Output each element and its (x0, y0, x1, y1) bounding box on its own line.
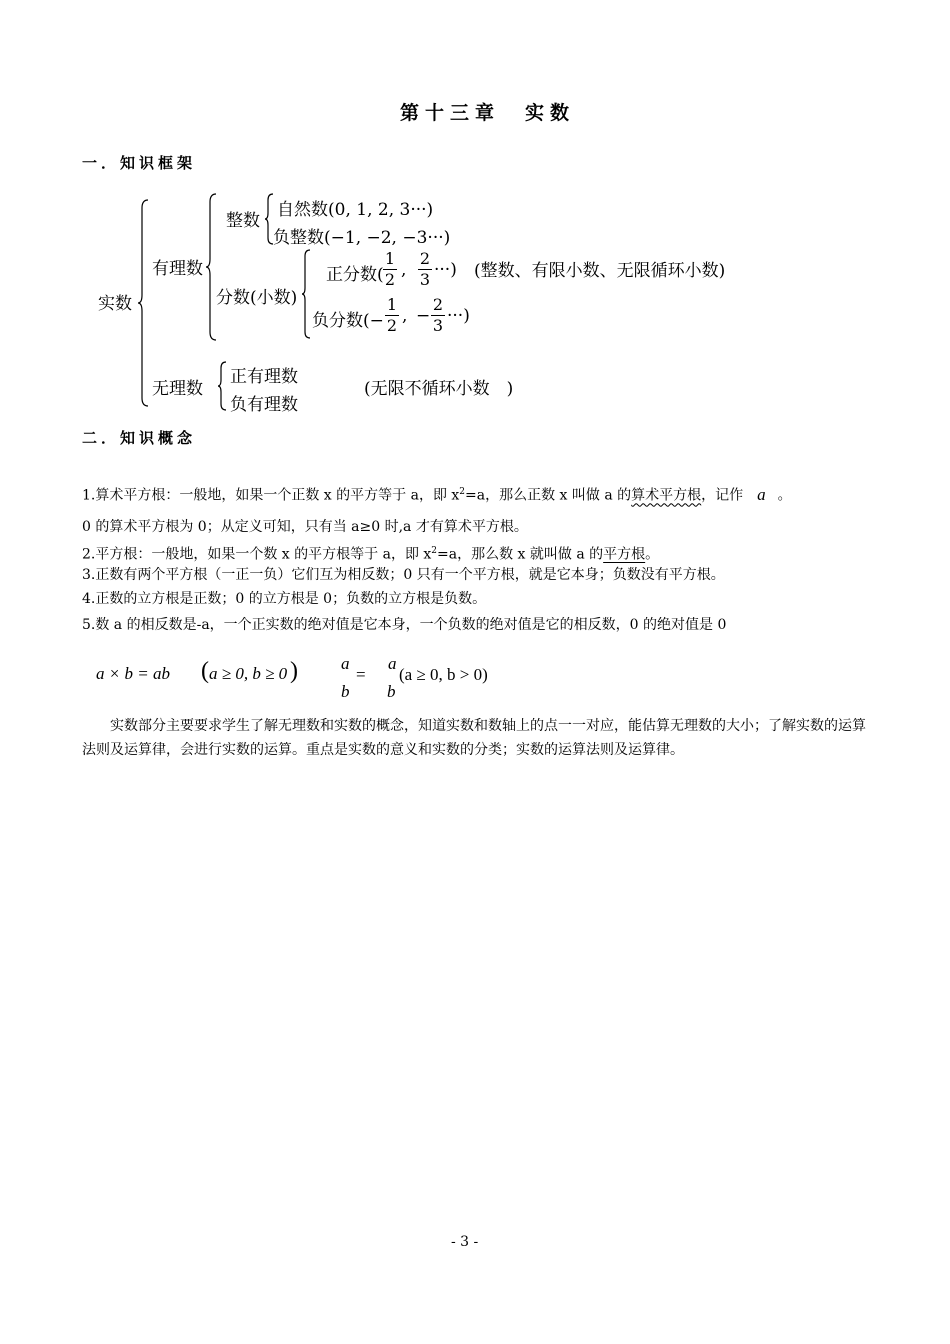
tree-fraction: 分数(小数) (216, 288, 298, 308)
tree-irrational-note: (无限不循环小数 ) (364, 379, 514, 399)
formula-quotient-rnum: a (388, 654, 397, 673)
concept-3: 3.正数有两个平方根（一正一负）它们互为相反数；0 只有一个平方根，就是它本身；负数没有平方根。 (82, 567, 725, 583)
formula-product-condition: a ≥ 0, b ≥ 0 (209, 664, 288, 683)
fraction-numerator: 2 (432, 295, 444, 314)
formula-quotient-den: b (341, 682, 350, 701)
concept-4: 4.正数的立方根是正数；0 的立方根是 0；负数的立方根是负数。 (82, 591, 487, 607)
formula-paren-open: ( (201, 658, 209, 684)
tree-natural: 自然数(0, 1, 2, 3···) (277, 200, 434, 220)
tree-minus: − (416, 306, 431, 326)
formula-quotient-rden: b (387, 682, 396, 701)
term-arithmetic-square-root: 算术平方根 (631, 487, 702, 504)
superscript: 2 (459, 487, 466, 497)
sqrt-variable: a (757, 484, 766, 504)
tree-integer: 整数 (226, 211, 260, 231)
tree-pos-irrational: 正有理数 (230, 367, 298, 387)
brace-real (138, 200, 150, 406)
term-square-root: 平方根 (603, 546, 646, 563)
summary-paragraph: 实数部分主要要求学生了解无理数和实数的概念，知道实数和数轴上的点一一对应，能估算无理数的大小；了解实数的运算法则及运算律，会进行实数的运算。重点是实数的意义和实数的分类；实数的运算法则及运算律。 (82, 718, 866, 758)
tree-irrational: 无理数 (152, 379, 203, 399)
section-heading-framework: 一．知识框架 (82, 154, 197, 172)
fraction-neg-two-thirds (431, 296, 445, 335)
concept-text: 2.平方根：一般地，如果一个数 x 的平方根等于 a，即 x (82, 546, 432, 563)
concept-text: =a，那么正数 x 叫做 a 的 (465, 487, 632, 504)
formula-product-left: a × b = ab (96, 664, 170, 683)
tree-neg-irrational: 负有理数 (230, 395, 298, 415)
brace-rational (206, 194, 218, 340)
tree-pos-fraction-suffix: ···) (434, 260, 457, 280)
tree-neg-integer: 负整数(−1, −2, −3···) (273, 228, 451, 248)
concept-text: ，记作 (701, 487, 744, 504)
fraction-one-half (383, 250, 397, 289)
fraction-denominator: 3 (432, 316, 444, 335)
concept-text: 。 (645, 546, 660, 563)
tree-comma-2: , (402, 306, 408, 326)
fraction-denominator: 2 (386, 316, 398, 335)
tree-comma-1: , (401, 260, 407, 280)
fraction-denominator: 2 (384, 270, 396, 289)
fraction-neg-one-half (385, 296, 399, 335)
formula-paren-close: ) (290, 658, 298, 684)
brace-irrational (218, 362, 228, 410)
page-title: 第十三章 实数 (400, 102, 576, 124)
concept-1-line-2: 0 的算术平方根为 0；从定义可知，只有当 a≥0 时,a 才有算术平方根。 (82, 519, 528, 535)
concept-text: 。 (777, 487, 792, 504)
concept-5: 5.数 a 的相反数是-a，一个正实数的绝对值是它本身，一个负数的绝对值是它的相反数，0 的绝对值是 0 (82, 617, 727, 633)
formula-quotient-num: a (341, 654, 350, 673)
concept-1-line-1 (82, 480, 792, 508)
page-number: - 3 - (451, 1234, 479, 1250)
brace-fraction (302, 250, 312, 338)
tree-pos-fraction-prefix: 正分数( (326, 265, 384, 285)
tree-neg-fraction-suffix: ···) (447, 306, 470, 326)
tree-rational-note: (整数、有限小数、无限循环小数) (474, 261, 726, 281)
fraction-numerator: 2 (419, 249, 431, 268)
concept-text: =a，那么数 x 就叫做 a 的 (437, 546, 604, 563)
fraction-denominator: 3 (419, 270, 431, 289)
formula-quotient-eq: = (356, 665, 366, 684)
superscript: 2 (431, 546, 438, 556)
fraction-numerator: 1 (386, 295, 398, 314)
fraction-numerator: 1 (384, 249, 396, 268)
concept-text: 1.算术平方根：一般地，如果一个正数 x 的平方等于 a，即 x (82, 487, 460, 504)
section-heading-concepts: 二．知识概念 (82, 429, 197, 447)
tree-root-real: 实数 (98, 294, 132, 314)
fraction-two-thirds (418, 250, 432, 289)
tree-rational: 有理数 (152, 259, 203, 279)
tree-neg-fraction-prefix: 负分数(− (312, 311, 384, 331)
formula-quotient-condition: (a ≥ 0, b > 0) (399, 665, 488, 684)
